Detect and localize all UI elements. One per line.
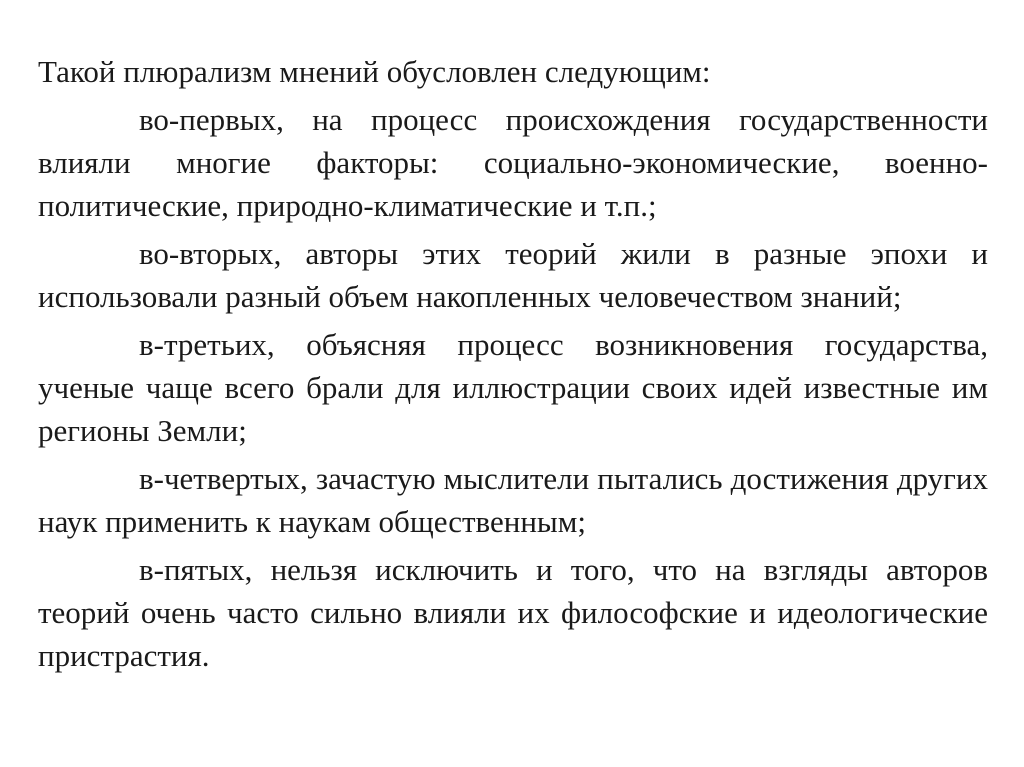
point-third: в-третьих, объясняя процесс возникновения государства, ученые чаще всего брали для иллюстрации своих идей известные им регионы Земли;	[38, 327, 988, 448]
point-first: во-первых, на процесс происхождения государственности влияли многие факторы: социально-экономические, военно-политические, природно-климатические и т.п.;	[38, 102, 988, 223]
point-second: во-вторых, авторы этих теорий жили в разные эпохи и использовали разный объем накопленных человечеством знаний;	[38, 236, 988, 314]
document-body	[38, 50, 988, 682]
point-fourth: в-четвертых, зачастую мыслители пытались достижения других наук применить к наукам общественным;	[38, 461, 988, 539]
intro-paragraph: Такой плюрализм мнений обусловлен следующим:	[38, 54, 711, 89]
point-fifth: в-пятых, нельзя исключить и того, что на взгляды авторов теорий очень часто сильно влияли их философские и идеологические пристрастия.	[38, 552, 988, 673]
